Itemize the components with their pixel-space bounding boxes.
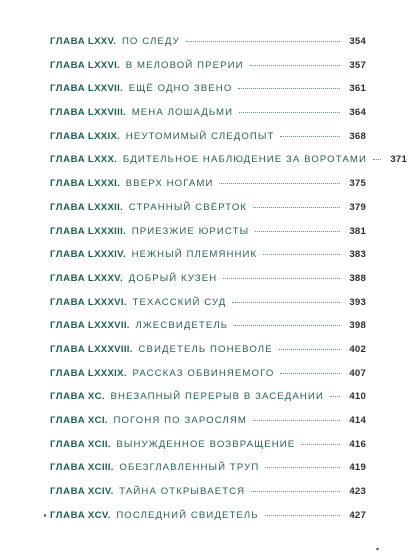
chapter-number: XCI. bbox=[87, 415, 108, 426]
dot-leader bbox=[238, 88, 340, 89]
chapter-prefix: ГЛАВА bbox=[50, 225, 86, 237]
dot-leader bbox=[251, 491, 340, 492]
page-number: 361 bbox=[349, 83, 366, 95]
chapter-number: LXXXII. bbox=[87, 201, 124, 213]
page-number: 427 bbox=[349, 509, 366, 521]
chapter-title: ЛЖЕСВИДЕТЕЛЬ bbox=[135, 320, 229, 332]
chapter-number: LXXIX. bbox=[87, 130, 121, 142]
dot-leader bbox=[301, 444, 340, 445]
toc-entry-1[interactable] bbox=[50, 36, 366, 60]
chapter-title: ЕЩЁ ОДНО ЗВЕНО bbox=[128, 83, 233, 95]
chapter-prefix: ГЛАВА bbox=[50, 391, 86, 403]
dot-leader bbox=[232, 302, 340, 303]
page-number: 393 bbox=[349, 296, 366, 308]
toc-entry-18[interactable] bbox=[50, 439, 366, 463]
chapter-title: НЕЖНЫЙ ПЛЕМЯННИК bbox=[131, 249, 258, 261]
chapter-prefix: ГЛАВА bbox=[50, 296, 86, 308]
toc-entry-19[interactable] bbox=[50, 462, 366, 486]
page-number: 357 bbox=[349, 59, 366, 71]
page-number: 419 bbox=[349, 462, 366, 474]
page-number: 364 bbox=[349, 107, 366, 119]
chapter-number: LXXXV. bbox=[87, 272, 123, 284]
chapter-prefix: ГЛАВА bbox=[50, 130, 86, 142]
toc-entry-3[interactable] bbox=[50, 83, 366, 107]
page-number: 407 bbox=[349, 367, 366, 379]
toc-entry-2[interactable] bbox=[50, 60, 366, 84]
dot-leader bbox=[223, 278, 340, 279]
page-number: 388 bbox=[349, 272, 366, 284]
dot-leader bbox=[373, 159, 381, 160]
dot-leader bbox=[330, 396, 340, 397]
chapter-number: LXXXVII. bbox=[87, 320, 130, 332]
dot-leader bbox=[253, 207, 340, 208]
chapter-prefix: ГЛАВА bbox=[50, 107, 86, 119]
toc-entry-12[interactable] bbox=[50, 297, 366, 321]
dot-leader bbox=[265, 515, 340, 516]
chapter-prefix: ГЛАВА bbox=[50, 178, 86, 190]
chapter-number: LXXXVI. bbox=[87, 296, 127, 308]
chapter-prefix: ГЛАВА bbox=[50, 415, 86, 426]
chapter-number: LXXVI. bbox=[87, 59, 121, 71]
chapter-prefix: ГЛАВА bbox=[50, 320, 86, 332]
chapter-number: LXXV. bbox=[87, 36, 117, 47]
dot-leader bbox=[255, 231, 340, 232]
chapter-title: ПОСЛЕДНИЙ СВИДЕТЕЛЬ bbox=[116, 509, 259, 521]
dot-leader bbox=[234, 325, 340, 326]
toc-entry-6[interactable] bbox=[50, 154, 407, 178]
toc-entry-21[interactable] bbox=[50, 510, 366, 534]
toc-entry-9[interactable] bbox=[50, 226, 366, 250]
toc-entry-17[interactable] bbox=[50, 415, 366, 439]
chapter-prefix: ГЛАВА bbox=[50, 462, 86, 474]
chapter-title: СВИДЕТЕЛЬ ПОНЕВОЛЕ bbox=[138, 343, 273, 355]
chapter-prefix: ГЛАВА bbox=[50, 59, 86, 71]
page-number: 375 bbox=[349, 178, 366, 190]
chapter-title: ВНЕЗАПНЫЙ ПЕРЕРЫВ В ЗАСЕДАНИИ bbox=[110, 391, 324, 403]
chapter-title: ДОБРЫЙ КУЗЕН bbox=[128, 272, 218, 284]
chapter-number: LXXX. bbox=[87, 154, 118, 166]
chapter-title: ТАЙНА ОТКРЫВАЕТСЯ bbox=[119, 486, 246, 498]
chapter-number: LXXXIV. bbox=[87, 249, 126, 261]
dot-leader bbox=[219, 183, 340, 184]
chapter-prefix: ГЛАВА bbox=[50, 201, 86, 213]
chapter-number: LXXXIX. bbox=[87, 367, 127, 379]
dot-leader bbox=[265, 467, 340, 468]
page-number: 368 bbox=[349, 130, 366, 142]
chapter-number: XCII. bbox=[87, 438, 111, 450]
chapter-prefix: ГЛАВА bbox=[50, 249, 86, 261]
chapter-prefix: ГЛАВА bbox=[50, 438, 86, 450]
dot-leader bbox=[280, 136, 340, 137]
page-number: 379 bbox=[349, 201, 366, 213]
page-number: 402 bbox=[349, 343, 366, 355]
chapter-number: XC. bbox=[87, 391, 105, 403]
chapter-number: XCV. bbox=[87, 509, 111, 521]
dot-leader bbox=[279, 349, 340, 350]
chapter-title: ВЫНУЖДЕННОЕ ВОЗВРАЩЕНИЕ bbox=[116, 438, 296, 450]
chapter-title: ТЕХАССКИЙ СУД bbox=[132, 296, 227, 308]
chapter-number: XCIV. bbox=[87, 486, 114, 498]
chapter-prefix: ГЛАВА bbox=[50, 272, 86, 284]
chapter-prefix: ГЛАВА bbox=[50, 343, 86, 355]
toc-entry-4[interactable] bbox=[50, 107, 366, 131]
toc-entry-15[interactable] bbox=[50, 368, 366, 392]
chapter-title: БДИТЕЛЬНОЕ НАБЛЮДЕНИЕ ЗА ВОРОТАМИ bbox=[122, 154, 367, 166]
dot-leader bbox=[186, 41, 340, 42]
page-number: 371 bbox=[390, 154, 407, 166]
chapter-number: LXXXI. bbox=[87, 178, 121, 190]
dot-leader bbox=[253, 420, 340, 421]
page-number: 414 bbox=[349, 415, 366, 426]
page-number: 416 bbox=[349, 438, 366, 450]
chapter-title: ВВЕРХ НОГАМИ bbox=[125, 178, 214, 190]
chapter-title: ПО СЛЕДУ bbox=[121, 36, 180, 47]
chapter-title: НЕУТОМИМЫЙ СЛЕДОПЫТ bbox=[125, 130, 275, 142]
toc-entry-14[interactable] bbox=[50, 344, 366, 368]
chapter-title: РАССКАЗ ОБВИНЯЕМОГО bbox=[132, 367, 275, 379]
chapter-number: LXXXIII. bbox=[87, 225, 127, 237]
toc-entry-7[interactable] bbox=[50, 178, 366, 202]
chapter-number: LXXVII. bbox=[87, 83, 124, 95]
page-number: 423 bbox=[349, 486, 366, 498]
toc-entry-8[interactable] bbox=[50, 202, 366, 226]
chapter-title: ОБЕЗГЛАВЛЕННЫЙ ТРУП bbox=[119, 462, 260, 474]
page-speck bbox=[44, 514, 46, 517]
page-number: 383 bbox=[349, 249, 366, 261]
page-number: 354 bbox=[349, 36, 366, 47]
page-number: 410 bbox=[349, 391, 366, 403]
toc-entry-13[interactable] bbox=[50, 320, 366, 344]
chapter-prefix: ГЛАВА bbox=[50, 509, 86, 521]
table-of-contents bbox=[50, 36, 407, 533]
toc-entry-16[interactable] bbox=[50, 391, 366, 415]
chapter-prefix: ГЛАВА bbox=[50, 83, 86, 95]
chapter-title: ПОГОНЯ ПО ЗАРОСЛЯМ bbox=[113, 415, 247, 426]
toc-entry-5[interactable] bbox=[50, 131, 366, 155]
chapter-prefix: ГЛАВА bbox=[50, 154, 86, 166]
chapter-number: LXXXVIII. bbox=[87, 343, 133, 355]
page-number: 381 bbox=[349, 225, 366, 237]
chapter-prefix: ГЛАВА bbox=[50, 486, 86, 498]
dot-leader bbox=[280, 373, 340, 374]
toc-entry-20[interactable] bbox=[50, 486, 366, 510]
dot-leader bbox=[263, 254, 340, 255]
dot-leader bbox=[239, 112, 340, 113]
chapter-title: СТРАННЫЙ СВЁРТОК bbox=[128, 201, 248, 213]
chapter-title: МЕНА ЛОШАДЬМИ bbox=[131, 107, 234, 119]
toc-entry-11[interactable] bbox=[50, 273, 366, 297]
toc-entry-10[interactable] bbox=[50, 249, 366, 273]
chapter-title: В МЕЛОВОЙ ПРЕРИИ bbox=[125, 59, 244, 71]
chapter-prefix: ГЛАВА bbox=[50, 36, 86, 47]
chapter-title: ПРИЕЗЖИЕ ЮРИСТЫ bbox=[131, 225, 250, 237]
page-number: 398 bbox=[349, 320, 366, 332]
chapter-prefix: ГЛАВА bbox=[50, 367, 86, 379]
page-speck bbox=[376, 547, 380, 550]
chapter-number: XCIII. bbox=[87, 462, 114, 474]
chapter-number: LXXVIII. bbox=[87, 107, 127, 119]
dot-leader bbox=[250, 65, 340, 66]
